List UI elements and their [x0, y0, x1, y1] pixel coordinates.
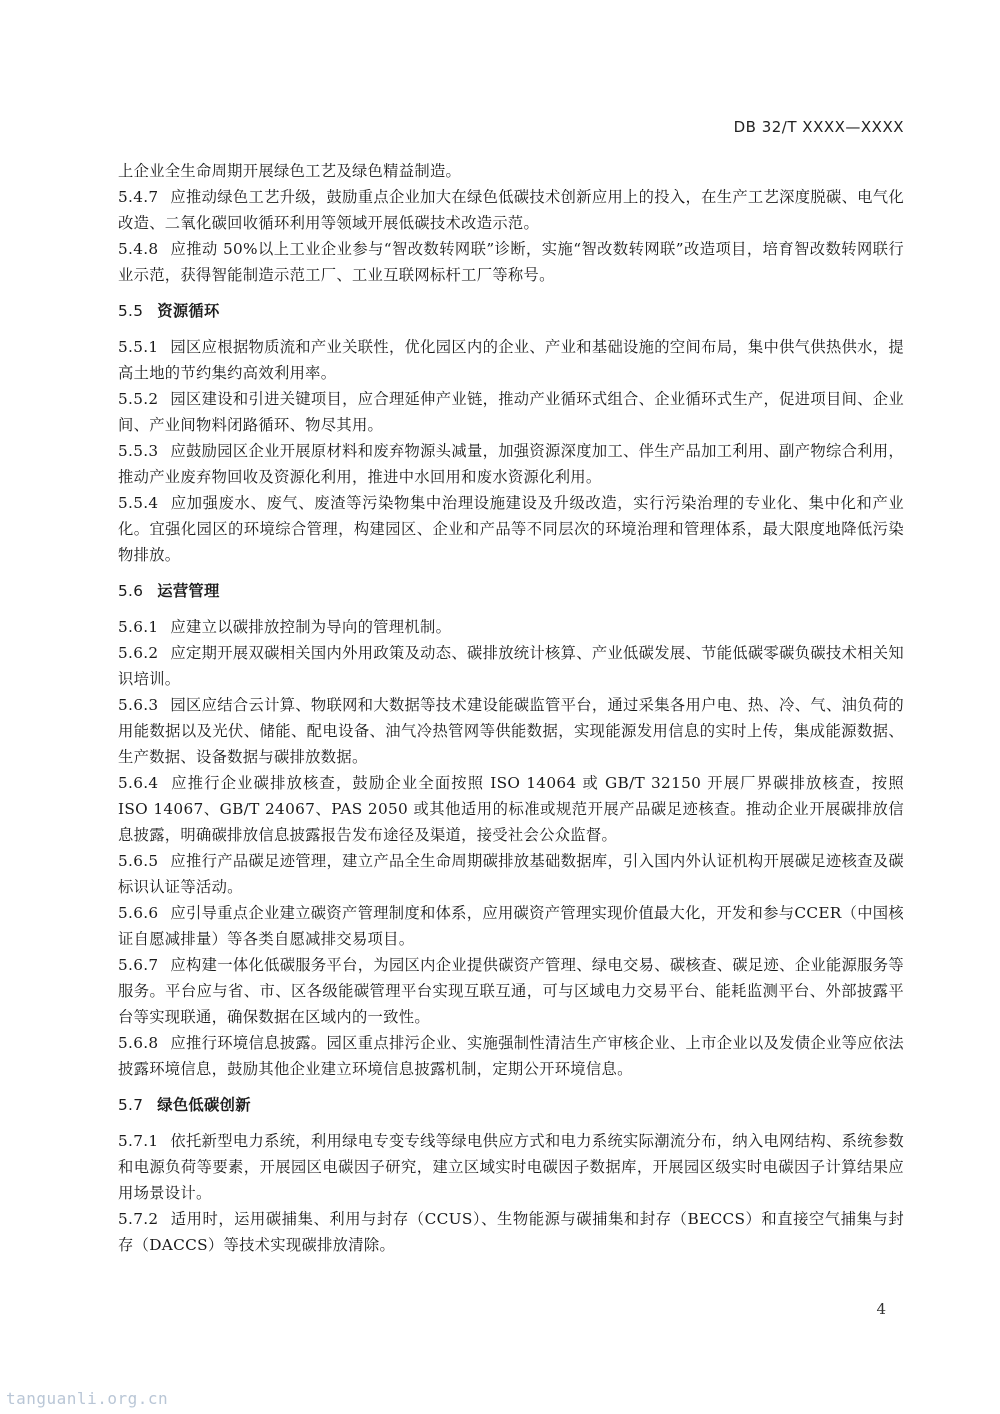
section-heading [118, 578, 904, 604]
clause-number: 5.5.4 [118, 494, 159, 512]
clause-text: 园区应根据物质流和产业关联性，优化园区内的企业、产业和基础设施的空间布局，集中供气供热供水，提高土地的节约集约高效利用率。 [118, 338, 904, 382]
clause-paragraph [118, 1030, 904, 1082]
clause-paragraph [118, 490, 904, 568]
document-body [118, 158, 904, 1258]
clause-text: 适用时，运用碳捕集、利用与封存（CCUS）、生物能源与碳捕集和封存（BECCS）和直接空气捕集与封存（DACCS）等技术实现碳排放清除。 [118, 1210, 904, 1254]
clause-text: 应推行产品碳足迹管理，建立产品全生命周期碳排放基础数据库，引入国内外认证机构开展碳足迹核查及碳标识认证等活动。 [118, 852, 904, 896]
clause-paragraph [118, 770, 904, 848]
page-number: 4 [876, 1300, 886, 1318]
clause-number: 5.6.3 [118, 696, 159, 714]
clause-paragraph [118, 184, 904, 236]
clause-number: 5.6.5 [118, 852, 159, 870]
clause-number: 5.5.1 [118, 338, 159, 356]
clause-text: 应引导重点企业建立碳资产管理制度和体系，应用碳资产管理实现价值最大化，开发和参与CCER（中国核证自愿减排量）等各类自愿减排交易项目。 [118, 904, 904, 948]
clause-text: 园区应结合云计算、物联网和大数据等技术建设能碳监管平台，通过采集各用户电、热、冷、气、油负荷的用能数据以及光伏、储能、配电设备、油气冷热管网等供能数据，实现能源发用信息的实时上传，集成能源数据、生产数据、设备数据与碳排放数据。 [118, 696, 904, 766]
clause-paragraph [118, 640, 904, 692]
clause-paragraph [118, 1128, 904, 1206]
clause-text: 应鼓励园区企业开展原材料和废弃物源头减量，加强资源深度加工、伴生产品加工利用、副产物综合利用，推动产业废弃物回收及资源化利用，推进中水回用和废水资源化利用。 [118, 442, 904, 486]
clause-number: 5.6.8 [118, 1034, 159, 1052]
clause-number: 5.6.6 [118, 904, 159, 922]
clause-text: 上企业全生命周期开展绿色工艺及绿色精益制造。 [118, 162, 462, 180]
document-code-header: DB 32/T XXXX—XXXX [733, 118, 904, 136]
clause-paragraph [118, 438, 904, 490]
clause-number: 5.5 [118, 302, 144, 320]
clause-text: 应加强废水、废气、废渣等污染物集中治理设施建设及升级改造，实行污染治理的专业化、集中化和产业化。宜强化园区的环境综合管理，构建园区、企业和产品等不同层次的环境治理和管理体系，最大限度地降低污染物排放。 [118, 494, 904, 564]
section-title: 绿色低碳创新 [157, 1096, 251, 1114]
clause-text: 应推行企业碳排放核查，鼓励企业全面按照 ISO 14064 或 GB/T 32150 开展厂界碳排放核查，按照 ISO 14067、GB/T 24067、PAS 2050 或其他适用的标准或规范开展产品碳足迹核查。推动企业开展碳排放信息披露，明确碳排放信息披露报告发布途径及渠道，接受社会公众监督。 [118, 774, 904, 844]
section-title: 资源循环 [157, 302, 220, 320]
clause-number: 5.6.7 [118, 956, 159, 974]
clause-paragraph [118, 158, 904, 184]
clause-number: 5.4.7 [118, 188, 159, 206]
clause-paragraph [118, 952, 904, 1030]
clause-number: 5.7 [118, 1096, 144, 1114]
clause-text: 园区建设和引进关键项目，应合理延伸产业链，推动产业循环式组合、企业循环式生产，促进项目间、企业间、产业间物料闭路循环、物尽其用。 [118, 390, 904, 434]
clause-paragraph [118, 614, 904, 640]
clause-number: 5.5.3 [118, 442, 159, 460]
clause-number: 5.6 [118, 582, 144, 600]
clause-text: 应推动 50%以上工业企业参与“智改数转网联”诊断，实施“智改数转网联”改造项目，培育智改数转网联行业示范，获得智能制造示范工厂、工业互联网标杆工厂等称号。 [118, 240, 904, 284]
clause-paragraph [118, 236, 904, 288]
clause-paragraph [118, 1206, 904, 1258]
clause-text: 应定期开展双碳相关国内外用政策及动态、碳排放统计核算、产业低碳发展、节能低碳零碳负碳技术相关知识培训。 [118, 644, 904, 688]
clause-paragraph [118, 334, 904, 386]
clause-number: 5.7.1 [118, 1132, 159, 1150]
clause-number: 5.5.2 [118, 390, 159, 408]
section-heading [118, 1092, 904, 1118]
clause-text: 应推行环境信息披露。园区重点排污企业、实施强制性清洁生产审核企业、上市企业以及发债企业等应依法披露环境信息，鼓励其他企业建立环境信息披露机制，定期公开环境信息。 [118, 1034, 904, 1078]
clause-text: 依托新型电力系统，利用绿电专变专线等绿电供应方式和电力系统实际潮流分布，纳入电网结构、系统参数和电源负荷等要素，开展园区电碳因子研究，建立区域实时电碳因子数据库，开展园区级实时电碳因子计算结果应用场景设计。 [118, 1132, 904, 1202]
clause-number: 5.6.1 [118, 618, 159, 636]
clause-number: 5.6.2 [118, 644, 159, 662]
source-watermark: tanguanli.org.cn [6, 1389, 169, 1408]
section-title: 运营管理 [157, 582, 220, 600]
section-heading [118, 298, 904, 324]
clause-paragraph [118, 386, 904, 438]
clause-paragraph [118, 848, 904, 900]
clause-paragraph [118, 900, 904, 952]
clause-text: 应构建一体化低碳服务平台，为园区内企业提供碳资产管理、绿电交易、碳核查、碳足迹、企业能源服务等服务。平台应与省、市、区各级能碳管理平台实现互联互通，可与区域电力交易平台、能耗监测平台、外部披露平台等实现联通，确保数据在区域内的一致性。 [118, 956, 904, 1026]
clause-number: 5.4.8 [118, 240, 159, 258]
clause-text: 应建立以碳排放控制为导向的管理机制。 [170, 618, 452, 636]
clause-number: 5.7.2 [118, 1210, 159, 1228]
clause-paragraph [118, 692, 904, 770]
clause-text: 应推动绿色工艺升级，鼓励重点企业加大在绿色低碳技术创新应用上的投入，在生产工艺深度脱碳、电气化改造、二氧化碳回收循环利用等领域开展低碳技术改造示范。 [118, 188, 904, 232]
clause-number: 5.6.4 [118, 774, 159, 792]
